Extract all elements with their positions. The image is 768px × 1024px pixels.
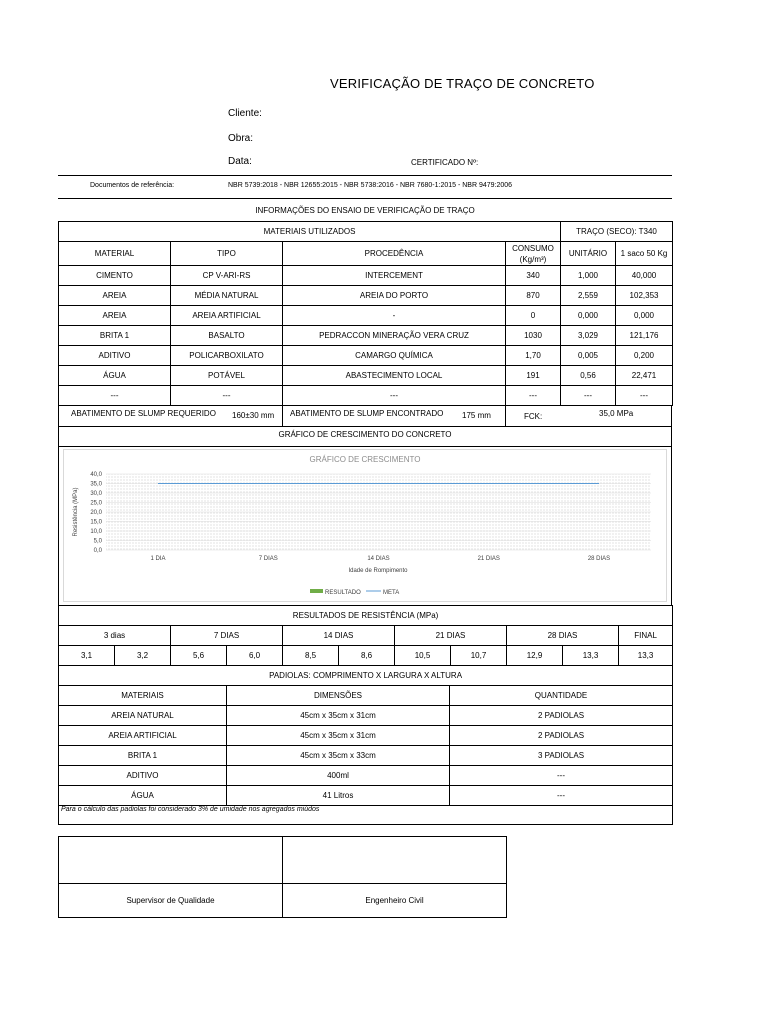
result-value: 5,6 [171,646,227,666]
result-value: 10,5 [395,646,451,666]
results-values-row [59,646,673,666]
fck-value: 35,0 MPa [599,409,634,418]
slump-found-cell [283,405,506,426]
results-table [58,605,673,686]
col-header: QUANTIDADE [450,686,673,706]
age-header: 7 DIAS [171,626,283,646]
materials-table [58,221,673,406]
table-cell: 2 PADIOLAS [450,706,673,726]
y-tick-label: 5,0 [93,538,102,545]
table-row [59,706,673,726]
x-tick-label: 14 DIAS [367,556,390,562]
slump-found-value: 175 mm [462,411,491,420]
chart-title: GRÁFICO DE CRESCIMENTO [309,455,421,464]
y-tick-label: 35,0 [90,481,102,488]
table-cell: INTERCEMENT [283,266,506,286]
result-value: 8,6 [339,646,395,666]
table-cell: 1,000 [561,266,616,286]
table-cell: 0 [506,306,561,326]
table-cell: 3,029 [561,326,616,346]
slump-required-label: ABATIMENTO DE SLUMP REQUERIDO [71,409,216,418]
padiolas-title: PADIOLAS: COMPRIMENTO X LARGURA X ALTURA [59,666,673,686]
table-cell: PEDRACCON MINERAÇÃO VERA CRUZ [283,326,506,346]
table-cell: CP V-ARI-RS [171,266,283,286]
table-cell: 870 [506,286,561,306]
table-cell: MÉDIA NATURAL [171,286,283,306]
table-cell: 45cm x 35cm x 31cm [227,726,450,746]
table-cell: 0,200 [616,346,673,366]
data-label: Data: [228,156,252,167]
table-cell: 1030 [506,326,561,346]
result-value: 13,3 [563,646,619,666]
col-header: MATERIAIS [59,686,227,706]
table-cell: POTÁVEL [171,366,283,386]
col-header: DIMENSÕES [227,686,450,706]
results-title: RESULTADOS DE RESISTÊNCIA (MPa) [59,606,673,626]
signature-table [58,836,507,918]
table-cell: ADITIVO [59,766,227,786]
table-cell: CAMARGO QUÍMICA [283,346,506,366]
table-cell: BRITA 1 [59,746,227,766]
table-cell: AREIA ARTIFICIAL [171,306,283,326]
x-tick-label: 21 DIAS [477,556,500,562]
y-tick-label: 30,0 [90,491,102,497]
col-header: CONSUMO (Kg/m³) [506,242,561,266]
table-cell: - [283,306,506,326]
certificado-label: CERTIFICADO Nº: [411,158,479,167]
table-cell: --- [450,786,673,806]
table-row [59,386,673,406]
table-cell: --- [450,766,673,786]
header-divider-bottom [58,198,672,199]
table-cell: --- [616,386,673,406]
x-tick-label: 28 DIAS [587,556,611,562]
y-tick-label: 0,0 [93,548,102,554]
signature-label-engineer: Engenheiro Civil [283,884,507,918]
table-cell: CIMENTO [59,266,171,286]
results-ages-row [59,626,673,646]
slump-required-value: 160±30 mm [232,411,275,420]
table-cell: 0,000 [616,306,673,326]
table-cell: 40,000 [616,266,673,286]
table-row [59,746,673,766]
table-cell: ÁGUA [59,366,171,386]
col-header: TIPO [171,242,283,266]
table-cell: 1,70 [506,346,561,366]
padiolas-table [58,685,673,825]
table-row [59,346,673,366]
result-value: 10,7 [451,646,507,666]
result-value: 6,0 [227,646,283,666]
table-cell: 400ml [227,766,450,786]
slump-required-cell [59,405,283,426]
col-header: UNITÁRIO [561,242,616,266]
table-cell: --- [283,386,506,406]
slump-found-label: ABATIMENTO DE SLUMP ENCONTRADO [290,409,444,418]
fck-label: FCK: [524,412,543,421]
age-header: 28 DIAS [507,626,619,646]
cliente-label: Cliente: [228,108,262,119]
x-tick-label: 1 DIA [150,556,166,562]
table-cell: 191 [506,366,561,386]
table-cell: 102,353 [616,286,673,306]
table-row [59,366,673,386]
y-axis-label: Resistência (MPa) [73,487,79,537]
y-tick-label: 15,0 [90,519,102,526]
table-cell: 2 PADIOLAS [450,726,673,746]
traco-label: TRAÇO (SECO): T340 [561,222,673,242]
table-row [59,326,673,346]
header-divider-top [58,175,672,176]
legend-label-resultado: RESULTADO [325,590,361,596]
signature-label-supervisor: Supervisor de Qualidade [59,884,283,918]
table-row [59,726,673,746]
legend-label-meta: META [383,590,400,596]
table-row [59,306,673,326]
table-cell: 41 Litros [227,786,450,806]
table-cell: 22,471 [616,366,673,386]
result-value: 12,9 [507,646,563,666]
table-cell: --- [561,386,616,406]
docs-label: Documentos de referência: [90,182,175,189]
table-cell: BASALTO [171,326,283,346]
chart-section-title: GRÁFICO DE CRESCIMENTO DO CONCRETO [278,430,452,439]
table-cell: --- [59,386,171,406]
col-header: PROCEDÊNCIA [283,242,506,266]
result-value: 3,1 [59,646,115,666]
slump-chart-block [58,405,672,606]
padiolas-note: Para o cálculo das padiolas foi considerado 3% de umidade nos agregados miúdos [59,806,673,825]
fck-cell [506,405,673,426]
table-cell: AREIA [59,306,171,326]
table-row [59,286,673,306]
table-cell: POLICARBOXILATO [171,346,283,366]
table-cell: 3 PADIOLAS [450,746,673,766]
age-header: 21 DIAS [395,626,507,646]
table-cell: AREIA [59,286,171,306]
table-cell: 0,56 [561,366,616,386]
table-cell: ABASTECIMENTO LOCAL [283,366,506,386]
col-header: MATERIAL [59,242,171,266]
table-cell: 45cm x 35cm x 33cm [227,746,450,766]
table-cell: AREIA DO PORTO [283,286,506,306]
signature-space-engineer [283,837,507,884]
result-value: 13,3 [619,646,673,666]
signature-space-supervisor [59,837,283,884]
x-tick-label: 7 DIAS [258,556,278,562]
padiolas-header-row [59,686,673,706]
page-title: VERIFICAÇÃO DE TRAÇO DE CONCRETO [330,76,595,91]
growth-chart [63,449,667,602]
table-cell: 340 [506,266,561,286]
table-cell: BRITA 1 [59,326,171,346]
table-row [59,786,673,806]
y-tick-label: 20,0 [90,510,102,516]
table-cell: --- [506,386,561,406]
result-value: 3,2 [115,646,171,666]
table-cell: ÁGUA [59,786,227,806]
legend-swatch-resultado [310,589,323,593]
materials-header-row [59,242,673,266]
table-cell: 2,559 [561,286,616,306]
table-cell: 121,176 [616,326,673,346]
y-tick-label: 10,0 [90,529,102,535]
age-header: FINAL [619,626,673,646]
table-cell: AREIA ARTIFICIAL [59,726,227,746]
x-axis-label: Idade de Rompimento [348,568,408,574]
age-header: 14 DIAS [283,626,395,646]
obra-label: Obra: [228,133,254,144]
table-cell: 0,000 [561,306,616,326]
materials-section-label: MATERIAIS UTILIZADOS [59,222,561,242]
table-cell: ADITIVO [59,346,171,366]
age-header: 3 dias [59,626,171,646]
info-title: INFORMAÇÕES DO ENSAIO DE VERIFICAÇÃO DE TRAÇO [255,206,475,215]
table-cell: 0,005 [561,346,616,366]
docs-value: NBR 5739:2018 - NBR 12655:2015 - NBR 5738:2016 - NBR 7680-1:2015 - NBR 9479:2006 [228,182,513,189]
y-tick-label: 40,0 [90,472,102,478]
table-cell: AREIA NATURAL [59,706,227,726]
table-cell: 45cm x 35cm x 31cm [227,706,450,726]
table-cell: --- [171,386,283,406]
y-tick-label: 25,0 [90,500,102,507]
table-row [59,766,673,786]
table-row [59,266,673,286]
col-header: 1 saco 50 Kg [616,242,673,266]
result-value: 8,5 [283,646,339,666]
